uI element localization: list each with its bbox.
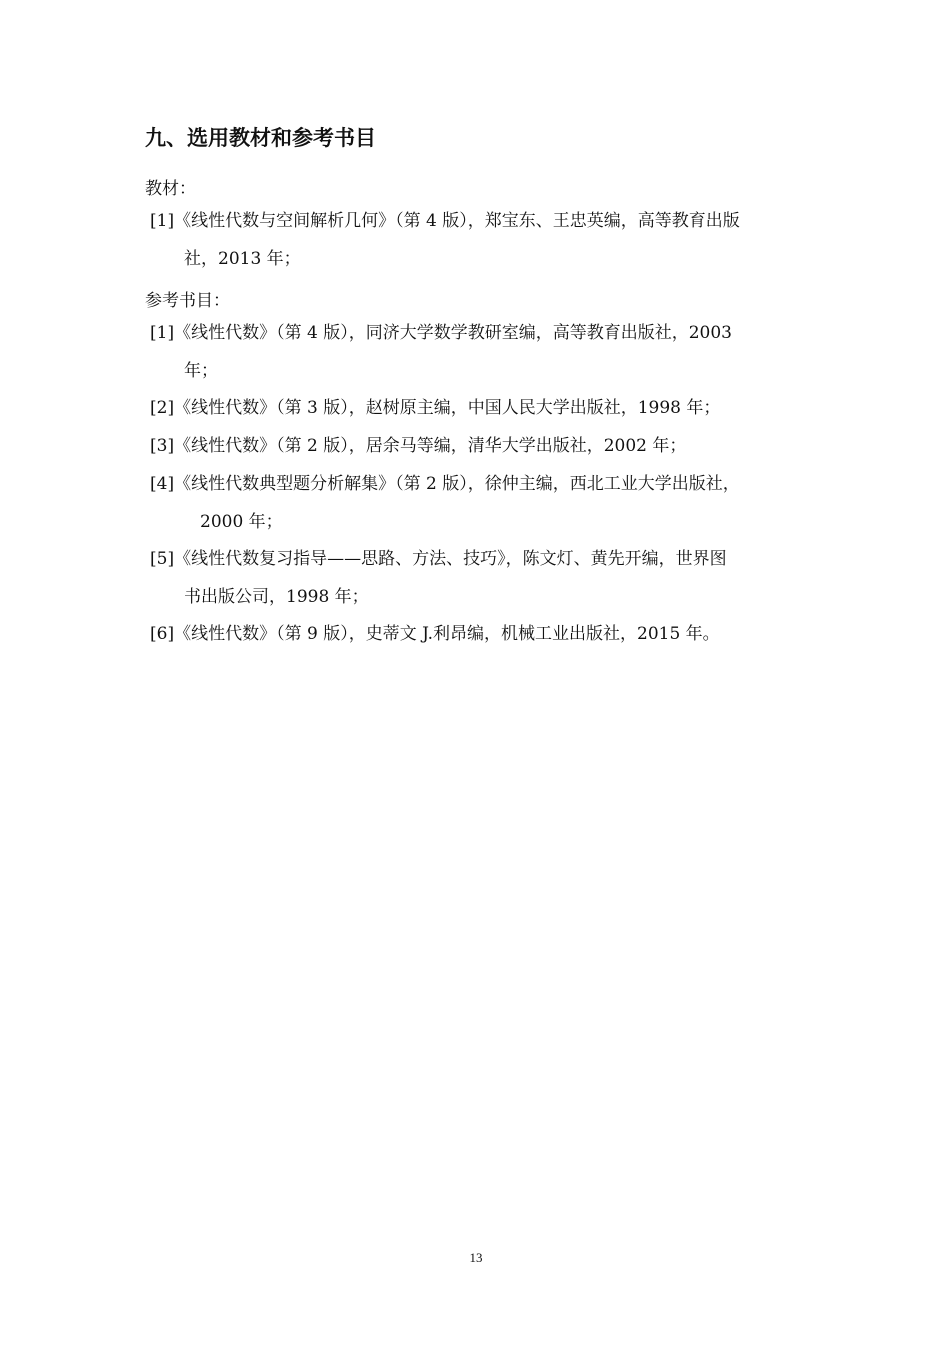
entry-continuation: 社，2013 年； bbox=[184, 249, 301, 269]
reference-entry-4 bbox=[150, 465, 810, 541]
textbook-label: 教材： bbox=[145, 179, 196, 199]
reference-entry-3 bbox=[150, 427, 810, 465]
section-heading: 九、选用教材和参考书目 bbox=[145, 126, 376, 150]
entry-line: [3]《线性代数》（第 2 版），居余马等编，清华大学出版社，2002 年； bbox=[150, 436, 687, 456]
reference-entry-5 bbox=[150, 540, 810, 616]
entry-continuation: 年； bbox=[184, 361, 218, 381]
reference-entry-2 bbox=[150, 389, 810, 427]
entry-continuation: 2000 年； bbox=[200, 512, 283, 532]
entry-line: [4]《线性代数典型题分析解集》（第 2 版），徐仲主编，西北工业大学出版社， bbox=[150, 474, 740, 494]
reference-entry-6 bbox=[150, 615, 810, 653]
page-number: 13 bbox=[469, 1250, 483, 1265]
entry-line: [6]《线性代数》（第 9 版），史蒂文 J.利昂编，机械工业出版社，2015 年。 bbox=[150, 624, 720, 644]
textbook-entry-1 bbox=[150, 202, 810, 278]
entry-line: [1]《线性代数》（第 4 版），同济大学数学教研室编，高等教育出版社，2003 bbox=[150, 323, 732, 343]
entry-line: [5]《线性代数复习指导——思路、方法、技巧》，陈文灯、黄先开编，世界图 bbox=[150, 549, 727, 569]
entry-continuation: 书出版公司，1998 年； bbox=[184, 587, 369, 607]
entry-line: [2]《线性代数》（第 3 版），赵树原主编，中国人民大学出版社，1998 年； bbox=[150, 398, 721, 418]
entry-line: [1]《线性代数与空间解析几何》（第 4 版），郑宝东、王忠英编，高等教育出版 bbox=[150, 211, 740, 231]
reference-entry-1 bbox=[150, 314, 810, 390]
reference-label: 参考书目： bbox=[145, 291, 230, 311]
